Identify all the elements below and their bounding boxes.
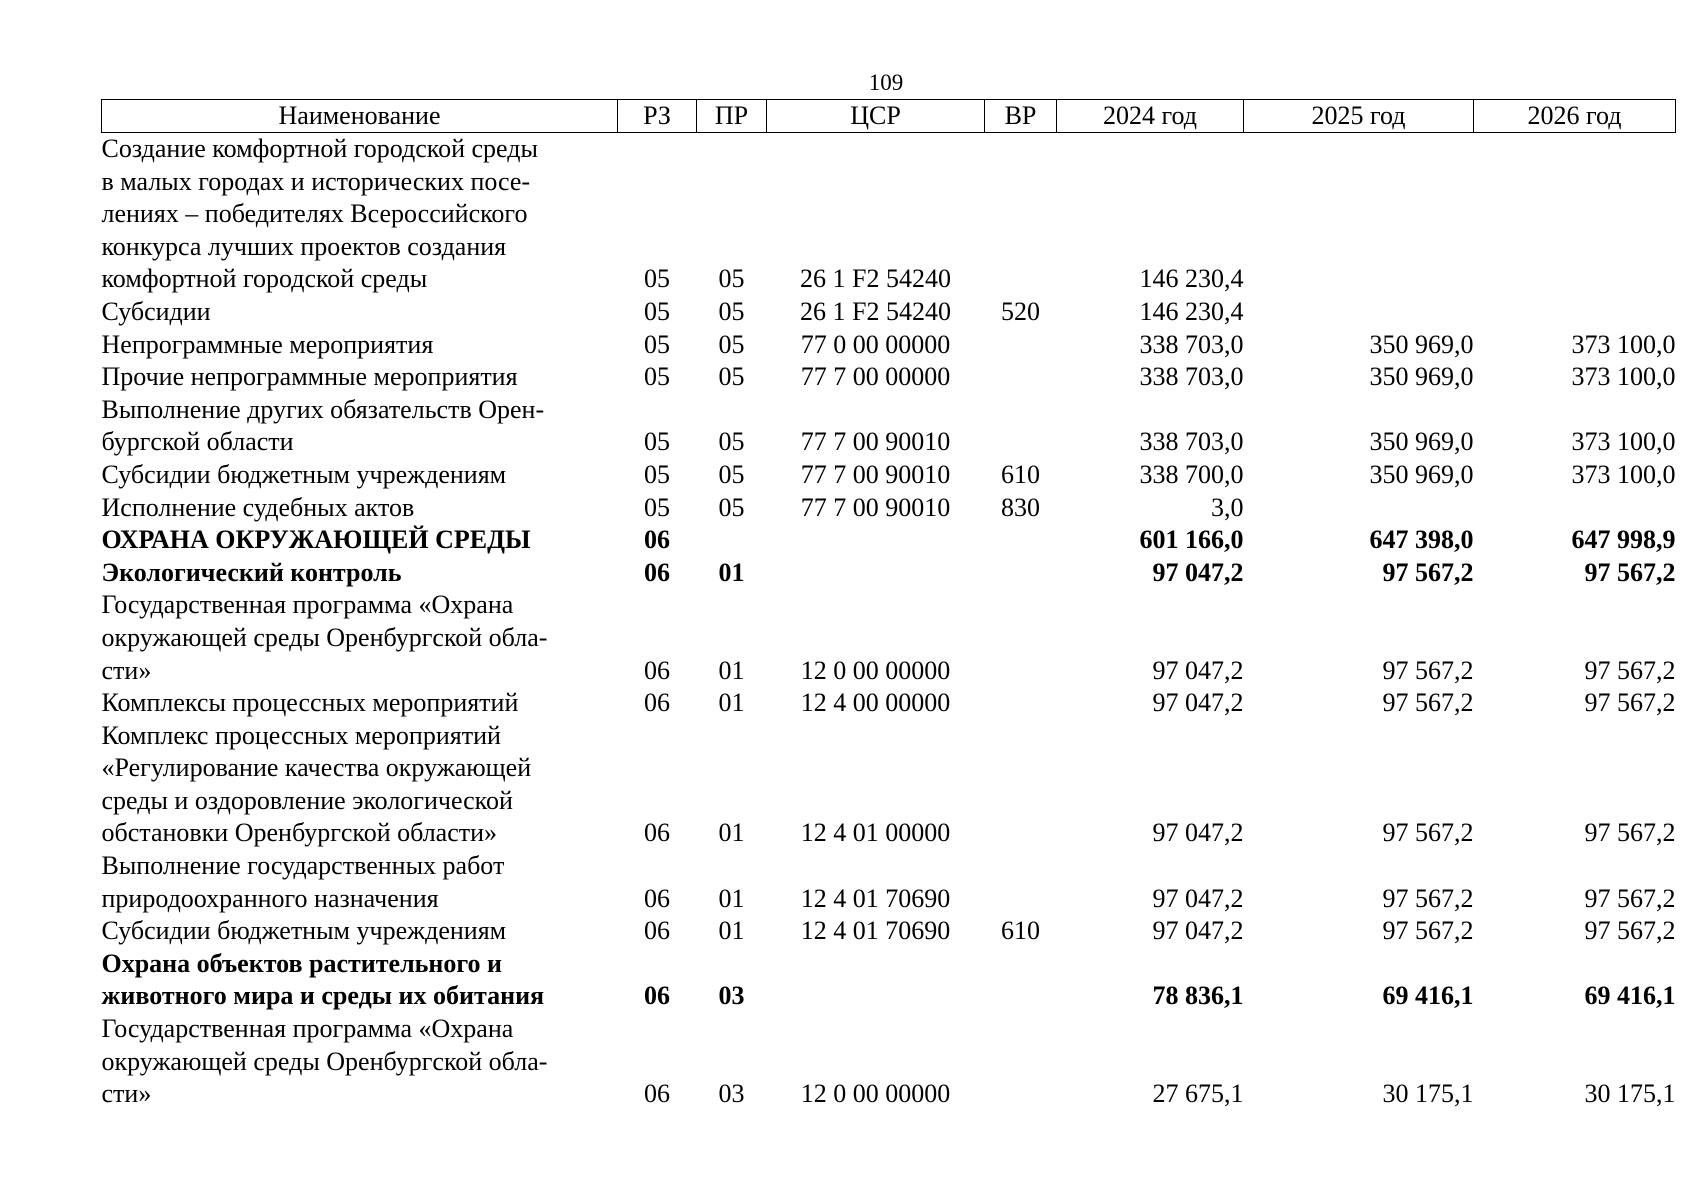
budget-table: [101, 99, 1676, 1111]
row-name-line: Субсидии: [101, 296, 211, 326]
row-name-line: Субсидии бюджетным учреждениям: [101, 459, 507, 489]
cell-vr: 610: [1001, 916, 1040, 946]
row-name: [102, 329, 618, 362]
cell-2024: 338 703,0: [1139, 427, 1244, 457]
row-name-line: Охрана объектов растительного и: [101, 948, 503, 978]
cell-2025: 97 567,2: [1382, 818, 1474, 848]
cell-rz: 05: [644, 492, 670, 522]
row-name-line: Выполнение государственных работ: [101, 851, 505, 881]
cell-2025: 30 175,1: [1382, 1079, 1474, 1109]
cell-csr: 12 4 01 70690: [800, 916, 951, 946]
row-name-line: бургской области: [101, 427, 294, 457]
cell-2026: [1474, 492, 1676, 525]
row-name-line: лениях – победителях Всероссийского: [101, 199, 528, 229]
cell-2025: 350 969,0: [1369, 362, 1474, 392]
cell-2026: 647 998,9: [1571, 525, 1676, 555]
cell-2026: 97 567,2: [1584, 655, 1676, 685]
cell-csr: 26 1 F2 54240: [800, 296, 951, 326]
cell-2024: 97 047,2: [1152, 883, 1244, 913]
cell-vr: [985, 133, 1057, 296]
cell-rz: 06: [644, 525, 670, 555]
cell-2024: 78 836,1: [1152, 981, 1244, 1011]
cell-vr: [985, 394, 1057, 459]
cell-2024: 146 230,4: [1139, 296, 1244, 326]
cell-2026: 97 567,2: [1584, 557, 1676, 587]
cell-2026: [1474, 133, 1676, 296]
row-name-line: ОХРАНА ОКРУЖАЮЩЕЙ СРЕДЫ: [101, 525, 531, 555]
cell-2025: 350 969,0: [1369, 459, 1474, 489]
row-name-line: Создание комфортной городской среды: [101, 134, 538, 163]
cell-2024: 97 047,2: [1152, 818, 1244, 848]
cell-rz: 05: [644, 362, 670, 392]
row-name-line: Комплексы процессных мероприятий: [101, 688, 519, 718]
table-row: [102, 948, 1676, 1013]
cell-rz: 05: [644, 264, 670, 294]
table-row: [102, 459, 1676, 492]
cell-2026: 97 567,2: [1584, 883, 1676, 913]
row-name: [102, 133, 618, 296]
table-row: [102, 524, 1676, 557]
row-name-line: Непрограммные мероприятия: [101, 329, 434, 359]
table-row: [102, 589, 1676, 687]
cell-csr: 77 7 00 90010: [800, 459, 951, 489]
cell-rz: 05: [644, 459, 670, 489]
cell-2025: [1244, 296, 1474, 329]
cell-2025: 647 398,0: [1369, 525, 1474, 555]
cell-2025: [1244, 133, 1474, 296]
cell-2024: 97 047,2: [1152, 688, 1244, 718]
header-2026: 2026 год: [1474, 100, 1676, 133]
cell-vr: [985, 948, 1057, 1013]
header-rz: РЗ: [618, 100, 697, 133]
table-row: [102, 394, 1676, 459]
header-2025: 2025 год: [1244, 100, 1474, 133]
cell-vr: [985, 589, 1057, 687]
row-name: [102, 394, 618, 459]
cell-2026: 373 100,0: [1571, 459, 1676, 489]
cell-2025: 97 567,2: [1382, 655, 1474, 685]
row-name: [102, 557, 618, 590]
cell-2025: 350 969,0: [1369, 427, 1474, 457]
cell-2024: 3,0: [1211, 492, 1244, 522]
row-name-line: Государственная программа «Охрана: [101, 590, 514, 620]
row-name-line: Комплекс процессных мероприятий: [101, 720, 501, 750]
cell-csr: 12 4 01 70690: [800, 883, 951, 913]
cell-csr: [767, 524, 985, 557]
table-header: [102, 100, 1676, 133]
cell-2024: 338 703,0: [1139, 362, 1244, 392]
header-name: Наименование: [102, 100, 618, 133]
cell-2026: 97 567,2: [1584, 688, 1676, 718]
cell-csr: 77 7 00 90010: [800, 492, 951, 522]
cell-pr: 05: [718, 492, 745, 522]
cell-rz: 06: [644, 655, 670, 685]
table-row: [102, 720, 1676, 850]
cell-vr: [985, 850, 1057, 915]
cell-pr: 01: [718, 916, 745, 946]
cell-pr: 05: [718, 264, 745, 294]
cell-vr: [985, 687, 1057, 720]
cell-2025: 97 567,2: [1382, 557, 1474, 587]
cell-pr: 05: [718, 362, 745, 392]
row-name: [102, 524, 618, 557]
cell-2026: 97 567,2: [1584, 818, 1676, 848]
cell-2024: 146 230,4: [1139, 264, 1244, 294]
cell-csr: 12 0 00 00000: [800, 1079, 951, 1109]
cell-2026: 373 100,0: [1571, 362, 1676, 392]
cell-rz: 06: [644, 557, 670, 587]
table-row: [102, 1013, 1676, 1111]
row-name: [102, 296, 618, 329]
header-csr: ЦСР: [767, 100, 985, 133]
row-name-line: Субсидии бюджетным учреждениям: [101, 916, 507, 946]
cell-csr: 77 0 00 00000: [800, 329, 951, 359]
row-name: [102, 1013, 618, 1111]
cell-2026: 373 100,0: [1571, 329, 1676, 359]
row-name-line: природоохранного назначения: [101, 883, 439, 913]
cell-csr: 77 7 00 90010: [800, 427, 951, 457]
table-row: [102, 850, 1676, 915]
row-name-line: Выполнение других обязательств Орен-: [101, 394, 545, 424]
cell-vr: [985, 557, 1057, 590]
row-name: [102, 948, 618, 1013]
cell-rz: 05: [644, 329, 670, 359]
row-name: [102, 589, 618, 687]
cell-2026: 30 175,1: [1584, 1079, 1676, 1109]
cell-vr: 520: [1001, 296, 1040, 326]
row-name: [102, 687, 618, 720]
cell-rz: 05: [644, 427, 670, 457]
row-name-line: среды и оздоровление экологической: [101, 785, 513, 815]
cell-pr: 05: [718, 459, 745, 489]
table-row: [102, 687, 1676, 720]
row-name-line: животного мира и среды их обитания: [101, 981, 545, 1011]
cell-2026: 373 100,0: [1571, 427, 1676, 457]
table-row: [102, 329, 1676, 362]
cell-csr: [767, 557, 985, 590]
header-vr: ВР: [985, 100, 1057, 133]
page-number: 109: [868, 70, 904, 95]
table-row: [102, 492, 1676, 525]
cell-pr: 05: [718, 329, 745, 359]
cell-vr: [985, 720, 1057, 850]
cell-vr: 830: [1001, 492, 1040, 522]
header-2024: 2024 год: [1057, 100, 1244, 133]
cell-2025: 97 567,2: [1382, 916, 1474, 946]
cell-2024: 97 047,2: [1152, 655, 1244, 685]
row-name-line: Экологический контроль: [101, 557, 402, 587]
cell-rz: 06: [644, 981, 670, 1011]
cell-csr: [767, 948, 985, 1013]
cell-vr: [985, 361, 1057, 394]
table-row: [102, 557, 1676, 590]
cell-2025: [1244, 492, 1474, 525]
table-row: [102, 296, 1676, 329]
cell-2024: 338 703,0: [1139, 329, 1244, 359]
cell-pr: 05: [718, 296, 745, 326]
row-name: [102, 720, 618, 850]
cell-csr: 12 0 00 00000: [800, 655, 951, 685]
cell-2026: [1474, 296, 1676, 329]
cell-csr: 12 4 01 00000: [800, 818, 951, 848]
cell-pr: 03: [718, 1079, 745, 1109]
cell-rz: 06: [644, 818, 670, 848]
cell-pr: 01: [718, 655, 745, 685]
cell-csr: 12 4 00 00000: [800, 688, 951, 718]
row-name-line: сти»: [101, 1079, 152, 1109]
cell-pr: 01: [718, 688, 745, 718]
cell-pr: 01: [718, 557, 745, 587]
cell-rz: 06: [644, 688, 670, 718]
row-name-line: Государственная программа «Охрана: [101, 1014, 514, 1044]
cell-pr: [697, 524, 767, 557]
cell-csr: 26 1 F2 54240: [800, 264, 951, 294]
row-name-line: сти»: [101, 655, 152, 685]
cell-pr: 01: [718, 818, 745, 848]
table-row: [102, 361, 1676, 394]
row-name: [102, 459, 618, 492]
cell-2024: 601 166,0: [1139, 525, 1244, 555]
cell-rz: 05: [644, 296, 670, 326]
row-name-line: конкурса лучших проектов создания: [101, 231, 507, 261]
cell-2026: 97 567,2: [1584, 916, 1676, 946]
cell-rz: 06: [644, 916, 670, 946]
cell-vr: [985, 524, 1057, 557]
cell-2026: 69 416,1: [1584, 981, 1676, 1011]
table-row: [102, 133, 1676, 296]
row-name-line: комфортной городской среды: [101, 264, 428, 294]
row-name: [102, 492, 618, 525]
cell-pr: 05: [718, 427, 745, 457]
row-name-line: окружающей среды Оренбургской обла-: [101, 622, 548, 652]
cell-rz: 06: [644, 1079, 670, 1109]
cell-pr: 03: [718, 981, 745, 1011]
cell-2024: 338 700,0: [1139, 459, 1244, 489]
cell-rz: 06: [644, 883, 670, 913]
cell-2024: 97 047,2: [1152, 557, 1244, 587]
table-row: [102, 915, 1676, 948]
cell-2025: 97 567,2: [1382, 883, 1474, 913]
header-pr: ПР: [697, 100, 767, 133]
cell-2025: 69 416,1: [1382, 981, 1474, 1011]
cell-pr: 01: [718, 883, 745, 913]
cell-2024: 27 675,1: [1152, 1079, 1244, 1109]
row-name: [102, 850, 618, 915]
row-name-line: обстановки Оренбургской области»: [101, 818, 498, 848]
cell-2025: 97 567,2: [1382, 688, 1474, 718]
cell-vr: 610: [1001, 459, 1040, 489]
row-name-line: «Регулирование качества окружающей: [101, 753, 532, 783]
cell-vr: [985, 329, 1057, 362]
row-name: [102, 361, 618, 394]
row-name-line: Прочие непрограммные мероприятия: [101, 362, 518, 392]
cell-2025: 350 969,0: [1369, 329, 1474, 359]
cell-2024: 97 047,2: [1152, 916, 1244, 946]
row-name: [102, 915, 618, 948]
row-name-line: Исполнение судебных актов: [101, 492, 415, 522]
cell-vr: [985, 1013, 1057, 1111]
cell-csr: 77 7 00 00000: [800, 362, 951, 392]
row-name-line: окружающей среды Оренбургской обла-: [101, 1046, 548, 1076]
row-name-line: в малых городах и исторических посе-: [101, 166, 531, 196]
